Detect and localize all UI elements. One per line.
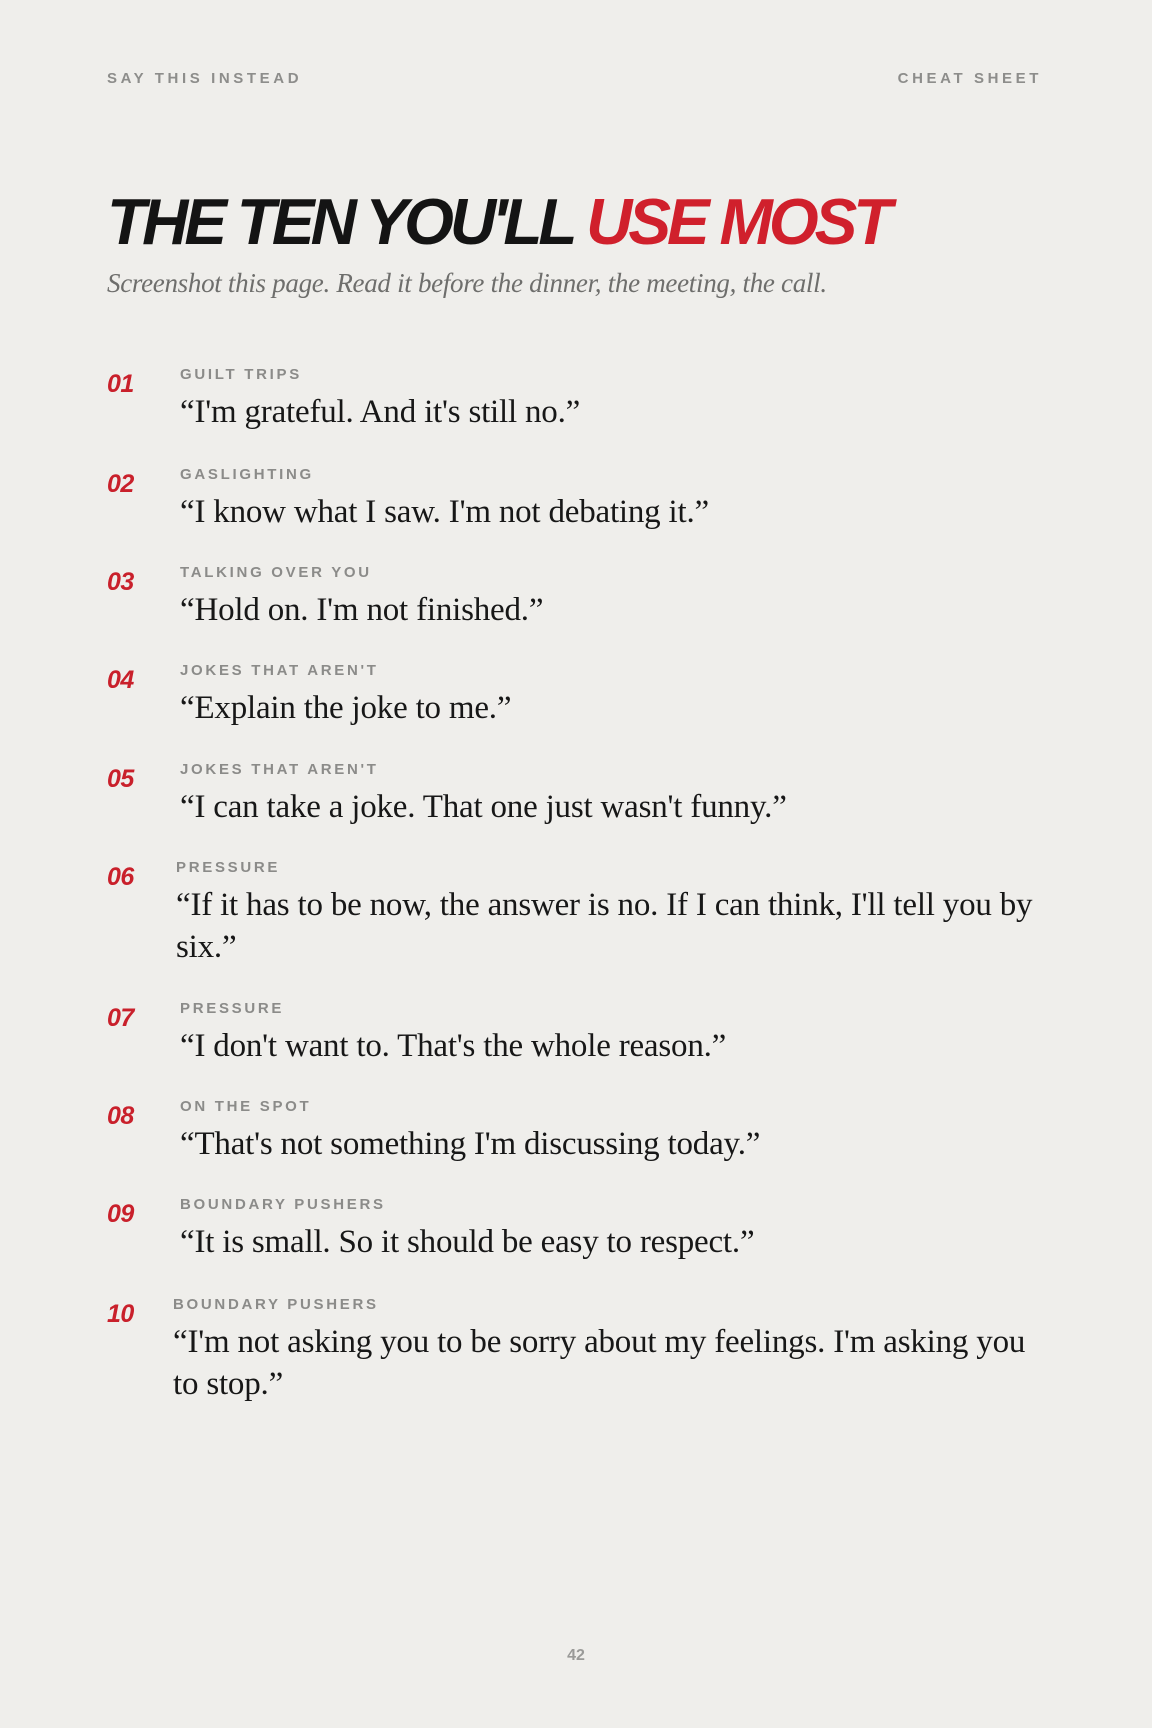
- item-category: BOUNDARY PUSHERS: [180, 1196, 386, 1213]
- item-number: 06: [107, 863, 134, 891]
- item-body: [180, 1098, 1047, 1165]
- page-subtitle: Screenshot this page. Read it before the dinner, the meeting, the call.: [107, 268, 827, 298]
- item-number: 10: [107, 1300, 134, 1328]
- item-body: [180, 761, 1047, 828]
- item-category: PRESSURE: [176, 859, 281, 876]
- item-body: [176, 859, 1047, 968]
- item-category: GUILT TRIPS: [180, 366, 302, 383]
- item-category: GASLIGHTING: [180, 466, 314, 483]
- page-title-main: THE TEN YOU'LL: [107, 185, 587, 259]
- item-category: BOUNDARY PUSHERS: [173, 1296, 379, 1313]
- item-number: 07: [107, 1004, 134, 1032]
- running-head-right: CHEAT SHEET: [897, 70, 1042, 87]
- page-number: 42: [567, 1647, 585, 1664]
- item-quote: “I'm grateful. And it's still no.”: [180, 394, 581, 430]
- item-number: 09: [107, 1200, 134, 1228]
- item-quote: “If it has to be now, the answer is no. If I can think, I'll tell you by six.”: [176, 887, 1033, 965]
- item-quote: “That's not something I'm discussing today.”: [180, 1126, 761, 1162]
- item-body: [180, 564, 1047, 631]
- item-category: TALKING OVER YOU: [180, 564, 372, 581]
- item-quote: “I know what I saw. I'm not debating it.”: [180, 494, 709, 530]
- item-body: [180, 1000, 1047, 1067]
- item-body: [180, 1196, 1047, 1263]
- page-title: [107, 183, 888, 261]
- item-category: JOKES THAT AREN'T: [180, 662, 379, 679]
- item-body: [180, 662, 1047, 729]
- item-category: ON THE SPOT: [180, 1098, 312, 1115]
- item-category: JOKES THAT AREN'T: [180, 761, 379, 778]
- item-quote: “Hold on. I'm not finished.”: [180, 592, 544, 628]
- item-category: PRESSURE: [180, 1000, 285, 1017]
- item-number: 01: [107, 370, 134, 398]
- item-quote: “It is small. So it should be easy to respect.”: [180, 1224, 755, 1260]
- item-number: 02: [107, 470, 134, 498]
- item-number: 03: [107, 568, 134, 596]
- item-body: [173, 1296, 1047, 1405]
- item-quote: “I can take a joke. That one just wasn't funny.”: [180, 789, 787, 825]
- item-quote: “Explain the joke to me.”: [180, 690, 512, 726]
- item-quote: “I don't want to. That's the whole reason.”: [180, 1028, 727, 1064]
- running-head-left: SAY THIS INSTEAD: [107, 70, 303, 87]
- item-number: 08: [107, 1102, 134, 1130]
- page-title-accent: USE MOST: [586, 185, 889, 259]
- item-number: 05: [107, 765, 134, 793]
- item-quote: “I'm not asking you to be sorry about my feelings. I'm asking you to stop.”: [173, 1324, 1026, 1402]
- item-body: [180, 366, 1047, 433]
- item-body: [180, 466, 1047, 533]
- item-number: 04: [107, 666, 134, 694]
